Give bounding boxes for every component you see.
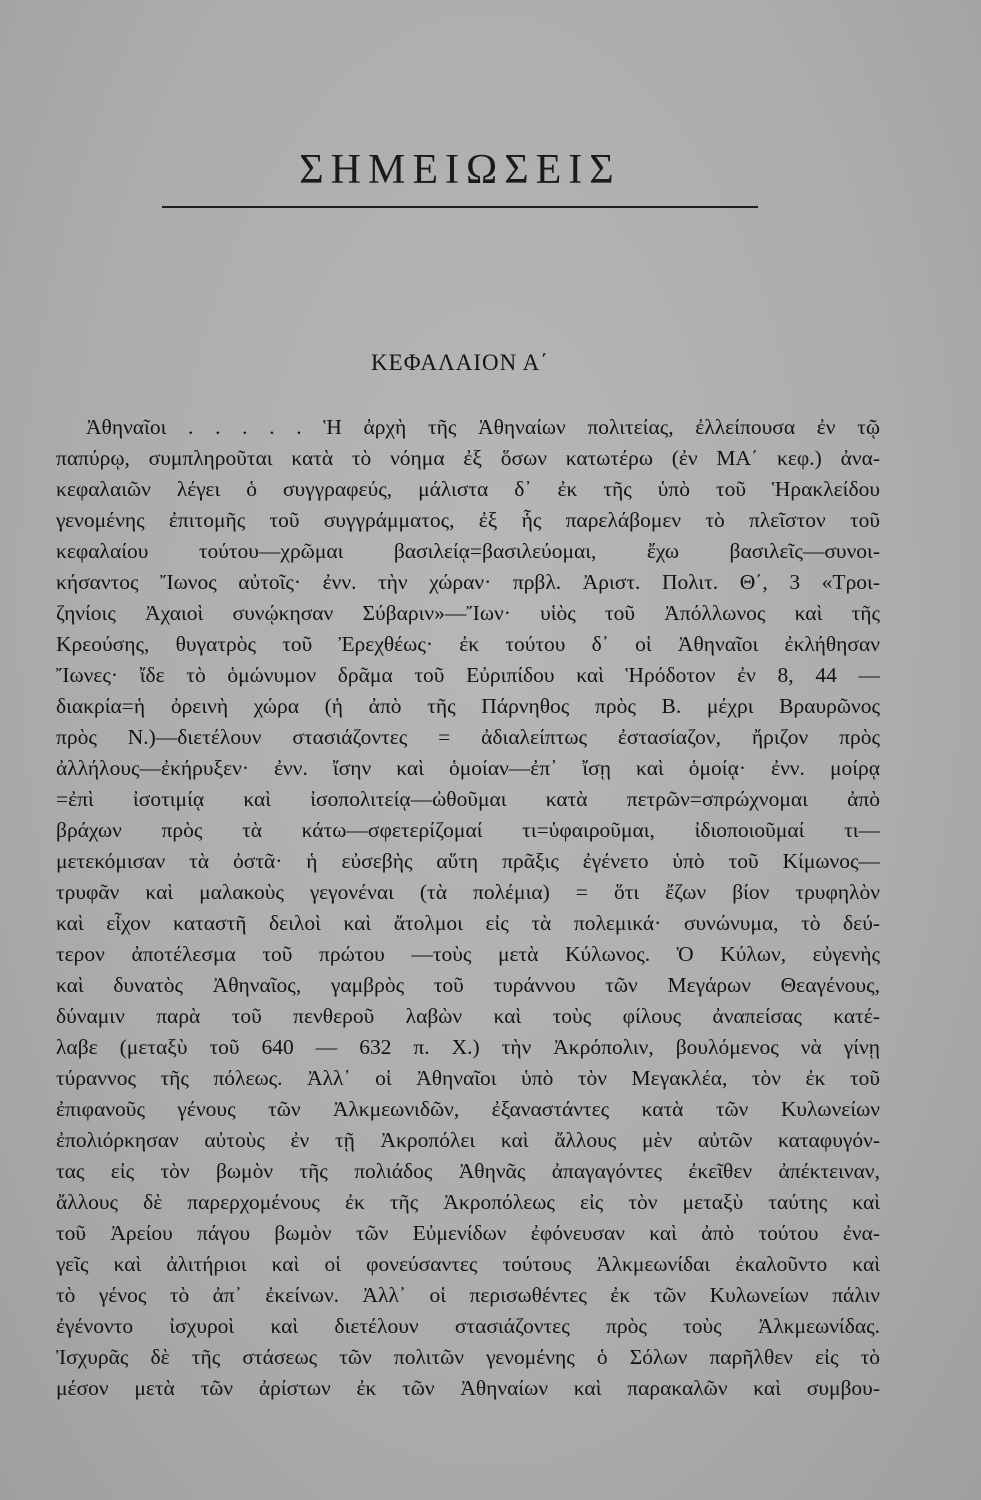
text-line: τερον ἀποτέλεσμα τοῦ πρώτου —τοὺς μετὰ Κύλωνος. Ὁ Κύλων, εὐγενὴς	[56, 942, 880, 966]
text-line: =ἐπὶ ἰσοτιμίᾳ καὶ ἰσοπολιτείᾳ—ὠθοῦμαι κατὰ πετρῶν=σπρώχνομαι ἀπὸ	[56, 787, 880, 811]
text-line: κήσαντος Ἴωνος αὐτοῖς· ἐνν. τὴν χώραν· πρβλ. Ἀριστ. Πολιτ. Θ΄, 3 «Τροι-	[56, 570, 880, 594]
text-line: ἐπολιόρκησαν αὐτοὺς ἐν τῇ Ἀκροπόλει καὶ ἄλλους μὲν αὐτῶν καταφυγόν-	[56, 1128, 880, 1152]
text-line: κεφαλαίου τούτου—χρῶμαι βασιλείᾳ=βασιλεύομαι, ἔχω βασιλεῖς—συνοι-	[56, 539, 880, 563]
text-line: ζηνίοις Ἀχαιοὶ συνῴκησαν Σύβαριν»—Ἴων· υἱὸς τοῦ Ἀπόλλωνος καὶ τῆς	[56, 601, 880, 625]
page-heading: ΣΗΜΕΙΩΣΕΙΣ	[299, 147, 621, 193]
text-line: τὸ γένος τὸ ἀπ᾽ ἐκείνων. Ἀλλ᾽ οἱ περισωθέντες ἐκ τῶν Κυλωνείων πάλιν	[56, 1283, 880, 1307]
heading-rule	[162, 206, 758, 208]
text-line: μετεκόμισαν τὰ ὀστᾶ· ἡ εὐσεβὴς αὕτη πρᾶξις ἐγένετο ὑπὸ τοῦ Κίμωνος—	[56, 849, 880, 873]
text-line: τοῦ Ἀρείου πάγου βωμὸν τῶν Εὐμενίδων ἐφόνευσαν καὶ ἀπὸ τούτου ἐνα-	[56, 1221, 880, 1245]
text-line: Κρεούσης, θυγατρὸς τοῦ Ἐρεχθέως· ἐκ τούτου δ᾽ οἱ Ἀθηναῖοι ἐκλήθησαν	[56, 632, 880, 656]
text-line: πρὸς Ν.)—διετέλουν στασιάζοντες = ἀδιαλείπτως ἐστασίαζον, ἤριζον πρὸς	[56, 725, 880, 749]
text-line: βράχων πρὸς τὰ κάτω—σφετερίζομαί τι=ὑφαιροῦμαι, ἰδιοποιοῦμαί τι—	[56, 818, 880, 842]
text-line: ἄλλους δὲ παρερχομένους ἐκ τῆς Ἀκροπόλεως εἰς τὸν μεταξὺ ταύτης καὶ	[56, 1190, 880, 1214]
text-line: γενομένης ἐπιτομῆς τοῦ συγγράμματος, ἐξ ἧς παρελάβομεν τὸ πλεῖστον τοῦ	[56, 508, 880, 532]
text-line: κεφαλαιῶν λέγει ὁ συγγραφεύς, μάλιστα δ᾽ ἐκ τῆς ὑπὸ τοῦ Ἡρακλείδου	[56, 477, 880, 501]
text-line: λαβε (μεταξὺ τοῦ 640 — 632 π. Χ.) τὴν Ἀκρόπολιν, βουλόμενος νὰ γίνῃ	[56, 1035, 880, 1059]
text-line: δύναμιν παρὰ τοῦ πενθεροῦ λαβὼν καὶ τοὺς φίλους ἀναπείσας κατέ-	[56, 1004, 880, 1028]
text-line: διακρία=ἡ ὀρεινὴ χώρα (ἡ ἀπὸ τῆς Πάρνηθος πρὸς Β. μέχρι Βραυρῶνος	[56, 694, 880, 718]
text-line: Ἴωνες· ἴδε τὸ ὁμώνυμον δρᾶμα τοῦ Εὐριπίδου καὶ Ἡρόδοτον ἐν 8, 44 —	[56, 663, 880, 687]
text-line: καὶ δυνατὸς Ἀθηναῖος, γαμβρὸς τοῦ τυράννου τῶν Μεγάρων Θεαγένους,	[56, 973, 880, 997]
text-line: τύραννος τῆς πόλεως. Ἀλλ᾽ οἱ Ἀθηναῖοι ὑπὸ τὸν Μεγακλέα, τὸν ἐκ τοῦ	[56, 1066, 880, 1090]
text-line: Ἀθηναῖοι . . . . . Ἡ ἀρχὴ τῆς Ἀθηναίων πολιτείας, ἐλλείπουσα ἐν τῷ	[86, 415, 880, 439]
text-line: μέσον μετὰ τῶν ἀρίστων ἐκ τῶν Ἀθηναίων καὶ παρακαλῶν καὶ συμβου-	[56, 1376, 880, 1400]
text-line: παπύρῳ, συμπληροῦται κατὰ τὸ νόημα ἐξ ὅσων κατωτέρω (ἐν ΜΑ΄ κεφ.) ἀνα-	[56, 446, 880, 470]
text-line: Ἰσχυρᾶς δὲ τῆς στάσεως τῶν πολιτῶν γενομένης ὁ Σόλων παρῆλθεν εἰς τὸ	[56, 1345, 880, 1369]
notes-body	[56, 412, 880, 1404]
text-line: τρυφᾶν καὶ μαλακοὺς γεγονέναι (τὰ πολέμια) = ὅτι ἔζων βίον τρυφηλὸν	[56, 880, 880, 904]
chapter-title: ΚΕΦΑΛΑΙΟΝ Α΄	[371, 350, 549, 375]
text-line: τας εἰς τὸν βωμὸν τῆς πολιάδος Ἀθηνᾶς ἀπαγαγόντες ἐκεῖθεν ἀπέκτειναν,	[56, 1159, 880, 1183]
text-line: ἐγένοντο ἰσχυροὶ καὶ διετέλουν στασιάζοντες πρὸς τοὺς Ἀλκμεωνίδας.	[56, 1314, 880, 1338]
text-line: ἀλλήλους—ἐκήρυξεν· ἐνν. ἴσην καὶ ὁμοίαν—ἐπ᾽ ἴσῃ καὶ ὁμοίᾳ· ἐνν. μοίρᾳ	[56, 756, 880, 780]
text-line: γεῖς καὶ ἀλιτήριοι καὶ οἱ φονεύσαντες τούτους Ἀλκμεωνίδαι ἐκαλοῦντο καὶ	[56, 1252, 880, 1276]
text-line: καὶ εἶχον καταστῆ δειλοὶ καὶ ἄτολμοι εἰς τὰ πολεμικά· συνώνυμα, τὸ δεύ-	[56, 911, 880, 935]
text-line: ἐπιφανοῦς γένους τῶν Ἀλκμεωνιδῶν, ἐξαναστάντες κατὰ τῶν Κυλωνείων	[56, 1097, 880, 1121]
